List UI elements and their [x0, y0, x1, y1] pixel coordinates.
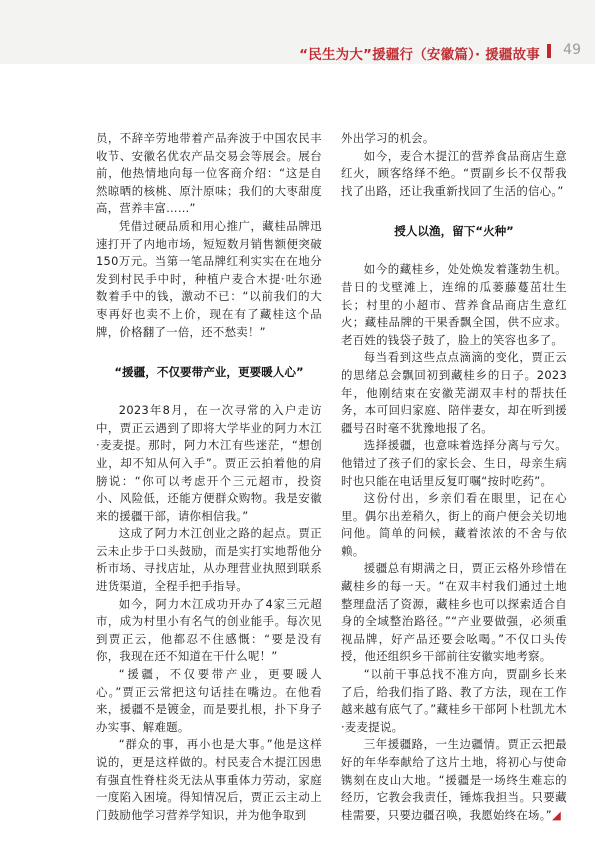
left-column: [96, 130, 322, 824]
page-header: [0, 0, 595, 64]
paragraph: 如今，麦合木提江的营养食品商店生意红火，顾客络绎不绝。“贾副乡长不仅帮我找了出路，还让我重新找回了生活的信心。”: [341, 148, 567, 198]
paragraph: 选择援疆，也意味着选择分离与亏欠。他错过了孩子们的家长会、生日，母亲生病时也只能在电话里反复叮嘱“按时吃药”。: [341, 438, 567, 488]
paragraph: 凭借过硬品质和用心推广，藏桂品牌迅速打开了内地市场，短短数月销售额便突破150万元。当第一笔品牌红利实实在在地分发到村民手中时，种植户麦合木提·吐尔逊数着手中的钱，激动不已：“以前我们的大枣再好也卖不上价，现在有了藏桂这个品牌，价格翻了一倍，还不愁卖！”: [96, 218, 322, 339]
end-mark-icon: ◢: [551, 807, 561, 822]
paragraph: 外出学习的机会。: [341, 131, 435, 145]
paragraph: 员，不辞辛劳地带着产品奔波于中国农民丰收节、安徽名优农产品交易会等展会。展台前，他热情地向每一位客商介绍：“这是自然晾晒的核桃、原汁原味；我们的大枣甜度高，营养丰富……”: [96, 131, 322, 216]
paragraph: 如今的藏桂乡，处处焕发着蓬勃生机。昔日的戈壁滩上，连绵的瓜蒌藤蔓茁壮生长；村里的小超市、营养食品商店生意红火；藏桂品牌的干果香飘全国，供不应求。老百姓的钱袋子鼓了，脸上的笑容也多了。: [341, 262, 567, 347]
paragraph: 这份付出，乡亲们看在眼里，记在心里。偶尔出差稍久，街上的商户便会关切地问他。简单的问候，藏着浓浓的不舍与依赖。: [341, 491, 567, 558]
paragraph: “群众的事，再小也是大事。”他是这样说的，更是这样做的。村民麦合木提江因患有强直性脊柱炎无法从事重体力劳动，家庭一度陷入困境。得知情况后，贾正云主动上门鼓励他学习营养学知识，并为他争取到: [96, 737, 322, 822]
paragraph: 援疆总有期满之日，贾正云格外珍惜在藏桂乡的每一天。“在双丰村我们通过土地整理盘活了资源，藏桂乡也可以探索适合自身的全域整治路径。”“产业要做强，必须重视品牌，好产品还要会吆喝。”不仅口头传授，他还组织乡干部前往安徽实地考察。: [341, 561, 567, 664]
subheading: 授人以渔，留下“火种”: [394, 224, 514, 239]
page-number: 49: [563, 42, 581, 58]
paragraph: “以前干事总找不准方向，贾副乡长来了后，给我们指了路、教了方法，现在工作越来越有底气了。”藏桂乡干部阿卜杜凯尤木·麦麦提说。: [341, 667, 567, 734]
paragraph-text: 三年援疆路，一生边疆情。贾正云把最好的年华奉献给了这片土地，将初心与使命镌刻在皮山大地。“援疆是一场终生难忘的经历，它教会我责任，锤炼我担当。只要藏桂需要，只要边疆召唤，我愿始终在场。”: [341, 737, 567, 822]
section-title: “民生为大”援疆行（安徽篇）· 援疆故事: [299, 47, 540, 63]
subheading: “援疆，不仅要带产业，更要暖人心”: [114, 365, 304, 380]
header-divider-bar: [547, 44, 551, 58]
paragraph-last: [341, 736, 567, 824]
right-column: [341, 130, 567, 824]
paragraph: 这成了阿力木江创业之路的起点。贾正云未止步于口头鼓励，而是实打实地帮他分析市场、寻找店址，从办理营业执照到联系进货渠道，全程手把手指导。: [96, 526, 322, 594]
paragraph: 2023年8月，在一次寻常的入户走访中，贾正云遇到了即将大学毕业的阿力木江·麦麦提。那时，阿力木江有些迷茫，“想创业，却不知从何入手”。贾正云拍着他的肩膀说：“你可以考虑开个三元超市，投资小、风险低，还能方便群众购物。我是安徽来的援疆干部，请你相信我。”: [96, 403, 322, 523]
paragraph: “援疆，不仅要带产业，更要暖人心。”贾正云常把这句话挂在嘴边。在他看来，援疆不是镀金，而是要扎根，扑下身子办实事、解难题。: [96, 667, 322, 734]
paragraph: 每当看到这些点点滴滴的变化，贾正云的思绪总会飘回初到藏桂乡的日子。2023年，他刚结束在安徽芜湖双丰村的帮扶任务，本可回归家庭、陪伴妻女，却在听到援疆号召时毫不犹豫地报了名。: [341, 350, 567, 435]
paragraph: 如今，阿力木江成功开办了4家三元超市，成为村里小有名气的创业能手。每次见到贾正云，他都忍不住感慨：“要是没有你，我现在还不知道在干什么呢！”: [96, 596, 322, 664]
